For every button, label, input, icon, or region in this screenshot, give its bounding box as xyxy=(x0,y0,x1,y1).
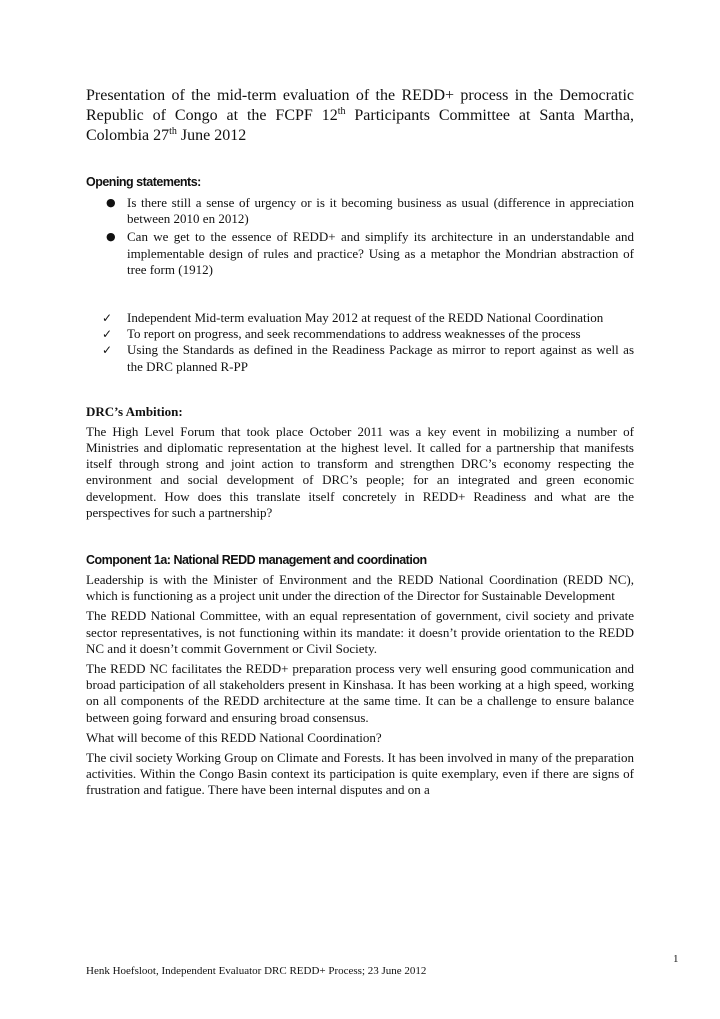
title-superscript-1: th xyxy=(337,106,346,117)
component-heading: Component 1a: National REDD management and coordination xyxy=(86,553,427,568)
bullet-text: Can we get to the essence of REDD+ and simplify its architecture in an understandable and implementable design of rules and practice? Using as a metaphor the Mondrian abstraction of tree form (1912) xyxy=(127,229,634,277)
component-paragraph-4: What will become of this REDD National Coordination? xyxy=(86,729,382,745)
title-superscript-2: th xyxy=(169,126,177,137)
checkmark-icon: ✓ xyxy=(102,327,113,342)
bullet-icon: ● xyxy=(106,230,116,244)
opening-check-list xyxy=(86,310,634,375)
list-item xyxy=(86,326,634,342)
bullet-icon: ● xyxy=(106,196,116,209)
ambition-heading: DRC’s Ambition: xyxy=(86,403,183,419)
component-paragraph-1: Leadership is with the Minister of Environment and the REDD National Coordination (REDD NC), which is functioning as a project unit under the direction of the Director for Sustainable Development xyxy=(86,572,634,604)
checkmark-icon: ✓ xyxy=(102,311,113,326)
bullet-text: Is there still a sense of urgency or is it becoming business as usual (difference in appreciation between 2010 en 2012) xyxy=(127,195,634,227)
checkmark-icon: ✓ xyxy=(102,343,113,358)
opening-heading: Opening statements: xyxy=(86,175,201,189)
list-item xyxy=(86,342,634,374)
title-text-2: Participants Committee at Santa Martha, Colombia 27 xyxy=(86,107,635,144)
document-page xyxy=(86,86,634,799)
list-item xyxy=(86,310,634,326)
check-text: Independent Mid-term evaluation May 2012 at request of the REDD National Coordination xyxy=(127,310,604,326)
check-text: Using the Standards as defined in the Readiness Package as mirror to report against as well as the DRC planned R-PP xyxy=(127,342,634,374)
component-paragraph-2: The REDD National Committee, with an equal representation of government, civil society and private sector representatives, is not functioning within its mandate: it doesn’t provide orientation to the REDD NC and it doesn’t commit Government or Civil Society. xyxy=(86,608,634,656)
opening-bullet-list xyxy=(86,195,634,278)
ambition-paragraph: The High Level Forum that took place October 2011 was a key event in mobilizing a number of Ministries and diplomatic representation at the highest level. It called for a partnership that manifests itself through strong and joint action to transform and strengthen DRC’s economy respecting the environment and social development of DRC’s people; for an integrated and green economic development. How does this translate itself concretely in REDD+ Readiness and what are the perspectives for such a partnership? xyxy=(86,423,634,520)
component-paragraph-5: The civil society Working Group on Climate and Forests. It has been involved in many of the preparation activities. Within the Congo Basin context its participation is quite exemplary, even if there are signs of frustration and fatigue. There have been internal disputes and on a xyxy=(86,750,634,798)
component-paragraph-3: The REDD NC facilitates the REDD+ preparation process very well ensuring good communication and broad participation of all stakeholders present in Kinshasa. It has been working at a high speed, working on all components of the REDD architecture at the same time. It can be a challenge to ensure balance between going forward and ensuring broad consensus. xyxy=(86,661,634,725)
check-text: To report on progress, and seek recommendations to address weaknesses of the process xyxy=(127,326,581,342)
list-item xyxy=(86,195,634,227)
title-text-3: June 2012 xyxy=(176,127,247,144)
document-title xyxy=(86,86,634,146)
page-number: 1 xyxy=(673,953,679,965)
title-text-1: Presentation of the mid-term evaluation of the REDD+ process in the Democratic Republic of Congo at the FCPF 12 xyxy=(86,87,634,124)
list-item xyxy=(86,229,634,278)
page-footer: Henk Hoefsloot, Independent Evaluator DRC REDD+ Process; 23 June 2012 xyxy=(86,965,427,977)
